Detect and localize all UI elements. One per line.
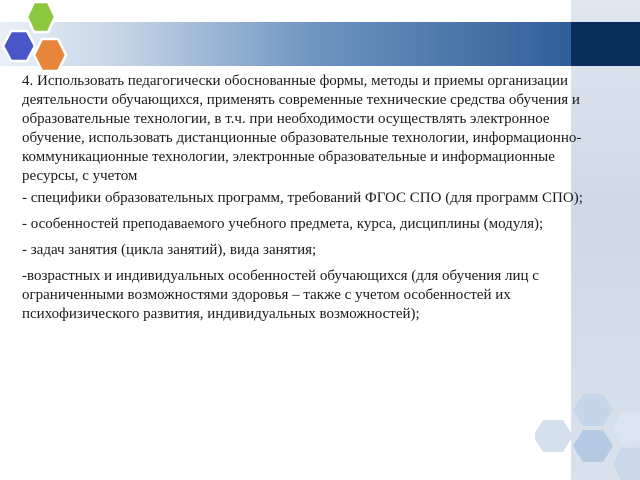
hexagon-pattern-icon bbox=[535, 390, 640, 480]
bullet-item-program-specifics: - специфики образовательных программ, требований ФГОС СПО (для программ СПО); bbox=[22, 190, 583, 206]
bullet-item-age-features: -возрастных и индивидуальных особенностей обучающихся (для обучения лиц с ограниченными возможностями здоровья – также с учетом особенностей их психофизического развития, индивидуальных возможностей); bbox=[22, 268, 539, 322]
header-band bbox=[0, 22, 572, 66]
header-dark-block bbox=[571, 22, 640, 66]
bullet-item-subject-features: - особенностей преподаваемого учебного предмета, курса, дисциплины (модуля); bbox=[22, 216, 544, 232]
intro-paragraph: 4. Использовать педагогически обоснованные формы, методы и приемы организации деятельности обучающихся, применять современные технические средства обучения и образовательные технологии, в т.ч. при необходимости осуществлять электронное обучение, использовать дистанционные образовательные технологии, информационно-коммуникационные технологии, электронные образовательные и информационные ресурсы, с учетом bbox=[22, 73, 582, 184]
slide-body-text bbox=[22, 72, 612, 331]
bullet-item-lesson-tasks: - задач занятия (цикла занятий), вида занятия; bbox=[22, 242, 317, 258]
